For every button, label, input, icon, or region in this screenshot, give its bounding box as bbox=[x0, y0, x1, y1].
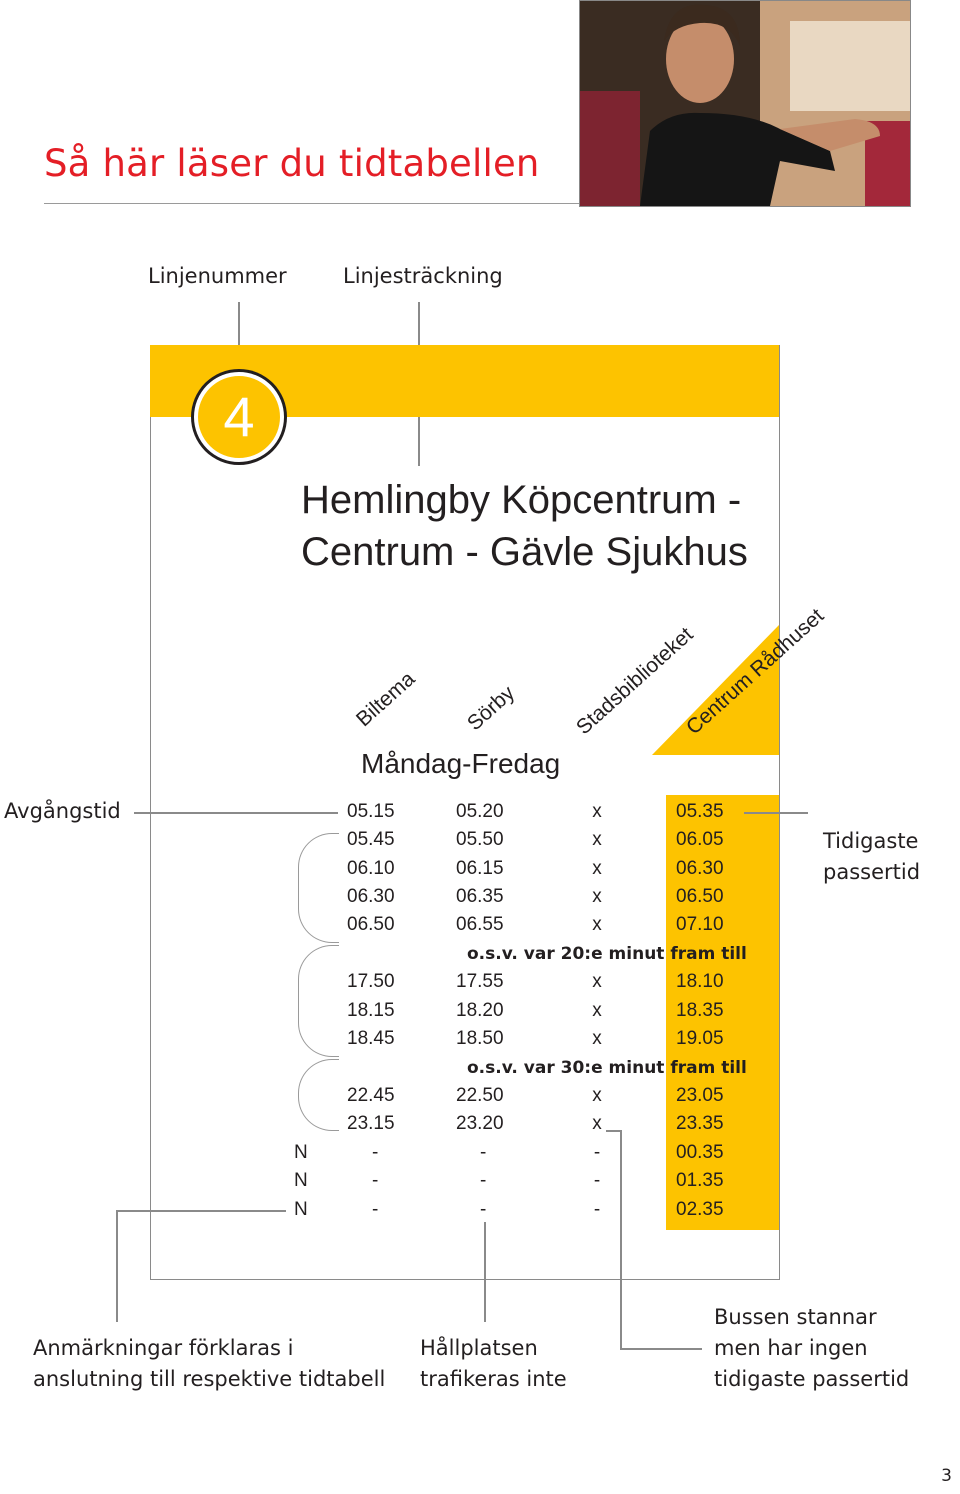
time-cell: 18.45 bbox=[347, 1028, 395, 1049]
leader-line-hallplatsen bbox=[484, 1222, 486, 1322]
time-cell: - bbox=[593, 1170, 601, 1191]
note-mark: N bbox=[294, 1170, 308, 1191]
callout-hallplatsen-line1: Hållplatsen bbox=[420, 1336, 538, 1360]
callout-anmarkningar-line2: anslutning till respektive tidtabell bbox=[33, 1367, 386, 1391]
note-mark: N bbox=[294, 1142, 308, 1163]
time-cell: x bbox=[592, 1113, 602, 1134]
callout-bussen-line3: tidigaste passertid bbox=[714, 1367, 910, 1391]
callout-bussen-line1: Bussen stannar bbox=[714, 1305, 877, 1329]
time-cell: - bbox=[372, 1142, 379, 1163]
time-cell: 23.15 bbox=[347, 1113, 395, 1134]
title-divider bbox=[44, 203, 580, 204]
route-name-block bbox=[150, 470, 779, 590]
time-cell: 06.30 bbox=[347, 886, 395, 907]
leader-line-tidigaste bbox=[744, 812, 808, 814]
time-cell: 07.10 bbox=[676, 914, 724, 935]
time-cell: 19.05 bbox=[676, 1028, 724, 1049]
time-cell: 23.05 bbox=[676, 1085, 724, 1106]
stop-label-stadsbiblioteket: Stadsbiblioteket bbox=[571, 622, 698, 740]
passenger-illustration bbox=[580, 1, 910, 206]
frequency-note: o.s.v. var 30:e minut fram till bbox=[467, 1058, 747, 1078]
callout-linjestrackning: Linjesträckning bbox=[343, 264, 503, 288]
leader-line-bussen-horizontal bbox=[620, 1348, 702, 1350]
callout-bussen-line2: men har ingen bbox=[714, 1336, 868, 1360]
time-cell: 06.30 bbox=[676, 858, 724, 879]
time-cell: 18.50 bbox=[456, 1028, 504, 1049]
time-cell: 05.20 bbox=[456, 801, 504, 822]
time-cell: 06.35 bbox=[456, 886, 504, 907]
callout-anmarkningar-line1: Anmärkningar förklaras i bbox=[33, 1336, 294, 1360]
callout-linjenummer: Linjenummer bbox=[148, 264, 287, 288]
callout-hallplatsen-line2: trafikeras inte bbox=[420, 1367, 567, 1391]
time-cell: 22.50 bbox=[456, 1085, 504, 1106]
time-cell: 18.35 bbox=[676, 1000, 724, 1021]
page-number: 3 bbox=[941, 1466, 952, 1486]
callout-avgangstid: Avgångstid bbox=[4, 799, 121, 823]
route-name-line2: Centrum - Gävle Sjukhus bbox=[301, 530, 748, 574]
time-cell: 06.10 bbox=[347, 858, 395, 879]
callout-tidigaste-line2: passertid bbox=[823, 860, 921, 884]
time-cell: - bbox=[480, 1170, 487, 1191]
time-cell: 18.20 bbox=[456, 1000, 504, 1021]
time-cell: 17.50 bbox=[347, 971, 395, 992]
time-cell: - bbox=[372, 1199, 379, 1220]
route-name-line1: Hemlingby Köpcentrum - bbox=[301, 478, 742, 522]
time-cell: - bbox=[593, 1142, 601, 1163]
day-label: Måndag-Fredag bbox=[361, 748, 561, 779]
group-brace-1 bbox=[298, 833, 339, 943]
time-cell: 06.05 bbox=[676, 829, 724, 850]
time-cell: 06.55 bbox=[456, 914, 504, 935]
time-cell: 06.15 bbox=[456, 858, 504, 879]
time-cell: 05.50 bbox=[456, 829, 504, 850]
time-cell: x bbox=[592, 1000, 602, 1021]
stop-label-centrum: Centrum Rådhuset bbox=[681, 604, 829, 740]
time-cell: 06.50 bbox=[347, 914, 395, 935]
time-cell: x bbox=[592, 914, 602, 935]
leader-line-bussen-tick bbox=[606, 1130, 622, 1132]
leader-line-avgangstid bbox=[134, 812, 338, 814]
time-cell: 06.50 bbox=[676, 886, 724, 907]
leader-line-anmarkningar-horizontal bbox=[116, 1210, 286, 1212]
callout-tidigaste-line1: Tidigaste bbox=[823, 829, 919, 853]
passenger-photo bbox=[579, 0, 911, 207]
time-cell: 05.15 bbox=[347, 801, 395, 822]
stop-label-biltema: Biltema bbox=[351, 667, 420, 732]
note-mark: N bbox=[294, 1199, 308, 1220]
time-cell: x bbox=[592, 829, 602, 850]
frequency-note: o.s.v. var 20:e minut fram till bbox=[467, 944, 747, 964]
leader-line-bussen bbox=[620, 1130, 622, 1348]
time-cell: - bbox=[593, 1199, 601, 1220]
group-brace-2 bbox=[298, 945, 339, 1057]
time-cell: 22.45 bbox=[347, 1085, 395, 1106]
stop-label-sorby: Sörby bbox=[462, 681, 520, 736]
route-number-badge: 4 bbox=[194, 372, 284, 462]
time-cell: - bbox=[480, 1142, 487, 1163]
time-cell: x bbox=[592, 971, 602, 992]
leader-line-anmarkningar bbox=[116, 1210, 118, 1322]
stop-headers bbox=[150, 600, 829, 760]
time-cell: - bbox=[480, 1199, 487, 1220]
page-title: Så här läser du tidtabellen bbox=[44, 142, 540, 185]
time-cell: 17.55 bbox=[456, 971, 504, 992]
time-cell: 05.45 bbox=[347, 829, 395, 850]
time-cell: 00.35 bbox=[676, 1142, 724, 1163]
time-cell: 02.35 bbox=[676, 1199, 724, 1220]
time-cell: 23.20 bbox=[456, 1113, 504, 1134]
time-cell: x bbox=[592, 858, 602, 879]
time-cell: x bbox=[592, 1028, 602, 1049]
time-cell: x bbox=[592, 1085, 602, 1106]
time-cell: x bbox=[592, 886, 602, 907]
time-cell: x bbox=[592, 801, 602, 822]
time-cell: 05.35 bbox=[676, 801, 724, 822]
time-cell: 18.10 bbox=[676, 971, 724, 992]
time-cell: 01.35 bbox=[676, 1170, 724, 1191]
time-cell: - bbox=[372, 1170, 379, 1191]
time-cell: 18.15 bbox=[347, 1000, 395, 1021]
time-cell: 23.35 bbox=[676, 1113, 724, 1134]
